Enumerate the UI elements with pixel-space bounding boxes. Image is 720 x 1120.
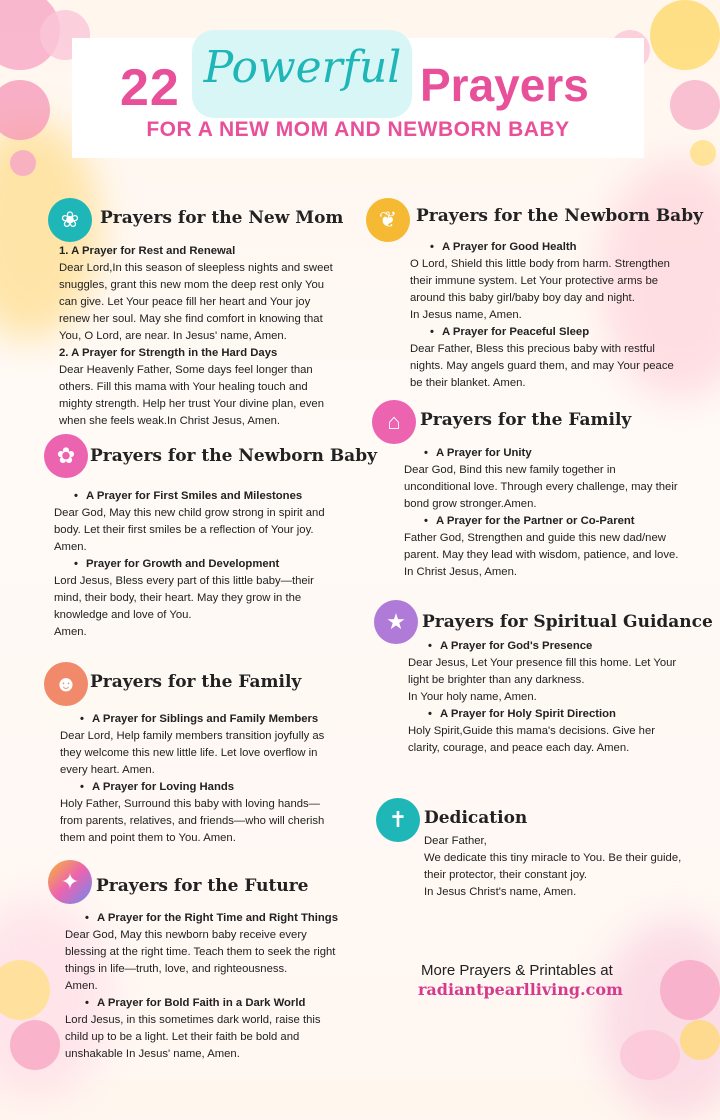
section-new-mom bbox=[59, 243, 359, 430]
prayer-line: Dear Lord, Help family members transition joyfully as bbox=[60, 730, 325, 742]
title-number: 22 bbox=[120, 59, 180, 117]
prayer-line: from parents, relatives, and friends—who will cherish bbox=[60, 815, 325, 827]
prayer-line: Dear Heavenly Father, Some days feel longer than bbox=[59, 364, 313, 376]
prayer-line: body. Let their first smiles be a reflection of Your joy. bbox=[54, 524, 314, 536]
prayer-line: In Jesus Christ's name, Amen. bbox=[424, 886, 577, 898]
prayer-heading: • A Prayer for First Smiles and Milestones bbox=[54, 488, 354, 505]
prayer-line: In Christ Jesus, Amen. bbox=[404, 566, 518, 578]
prayer-heading: 2. A Prayer for Strength in the Hard Days bbox=[59, 347, 278, 359]
prayer-line: be their blanket. Amen. bbox=[410, 377, 526, 389]
prayer-line: Father God, Strengthen and guide this new dad/new bbox=[404, 532, 666, 544]
prayer-line: Holy Spirit,Guide this mama's decisions. Give her bbox=[408, 725, 656, 737]
prayer-line: knowledge and love of You. bbox=[54, 609, 192, 621]
prayer-line: Amen. bbox=[54, 541, 87, 553]
prayer-heading: • A Prayer for Unity bbox=[404, 445, 709, 462]
prayer-line: their immune system. Let Your protective arms be bbox=[410, 275, 659, 287]
prayer-line: bond grow stronger.Amen. bbox=[404, 498, 537, 510]
section-newborn-baby-left bbox=[54, 488, 354, 641]
prayer-line: unconditional love. Through every challenge, may their bbox=[404, 481, 678, 493]
prayer-line: their protector, their constant joy. bbox=[424, 869, 588, 881]
prayer-heading: • A Prayer for Bold Faith in a Dark World bbox=[65, 995, 365, 1012]
prayer-line: Dear God, May this newborn baby receive every bbox=[65, 929, 307, 941]
title-script-word: Powerful bbox=[203, 42, 402, 93]
prayer-line: unshakable In Jesus' name, Amen. bbox=[65, 1048, 240, 1060]
prayer-line: In Jesus name, Amen. bbox=[410, 309, 522, 321]
prayer-line: Dear Father, bbox=[424, 835, 487, 847]
duck-icon: ✿ bbox=[44, 434, 88, 478]
prayer-line: mind, their body, their heart. May they grow in the bbox=[54, 592, 302, 604]
prayer-line: Dear Father, Bless this precious baby with restful bbox=[410, 343, 655, 355]
prayer-line: them and point them to You. Amen. bbox=[60, 832, 236, 844]
prayer-heading: • Prayer for Growth and Development bbox=[54, 556, 354, 573]
prayer-heading: • A Prayer for Peaceful Sleep bbox=[410, 324, 710, 341]
title-word: Prayers bbox=[420, 59, 589, 111]
prayer-line: nights. May angels guard them, and may Your peace bbox=[410, 360, 674, 372]
prayer-line: light be brighter than any darkness. bbox=[408, 674, 585, 686]
prayer-line: every heart. Amen. bbox=[60, 764, 155, 776]
section-title-newborn-baby: Prayers for the Newborn Baby bbox=[90, 446, 377, 466]
prayer-heading: • A Prayer for the Partner or Co-Parent bbox=[404, 513, 709, 530]
star-icon: ★ bbox=[374, 600, 418, 644]
prayer-line: Amen. bbox=[54, 626, 87, 638]
section-title-newborn-baby-right: Prayers for the Newborn Baby bbox=[416, 206, 703, 226]
prayer-heading: • A Prayer for Holy Spirit Direction bbox=[408, 706, 708, 723]
family-icon: ☻ bbox=[44, 662, 88, 706]
prayer-line: they welcome this new little life. Let love overflow in bbox=[60, 747, 318, 759]
prayer-line: others. Fill this mama with Your healing touch and bbox=[59, 381, 308, 393]
prayer-heading: • A Prayer for Loving Hands bbox=[60, 779, 360, 796]
prayer-line: Amen. bbox=[65, 980, 98, 992]
prayer-line: renew her soul. May she find comfort in knowing that bbox=[59, 313, 323, 325]
section-title-dedication: Dedication bbox=[424, 808, 528, 828]
section-spiritual-guidance bbox=[408, 638, 708, 757]
baby-feet-icon: ❦ bbox=[366, 198, 410, 242]
prayer-line: Dear God, May this new child grow strong in spirit and bbox=[54, 507, 325, 519]
prayer-heading: • A Prayer for God's Presence bbox=[408, 638, 708, 655]
prayer-line: O Lord, Shield this little body from harm. Strengthen bbox=[410, 258, 670, 270]
prayer-line: when she feels weak.In Christ Jesus, Amen. bbox=[59, 415, 281, 427]
prayer-line: around this baby girl/baby boy day and night. bbox=[410, 292, 635, 304]
prayer-heading: • A Prayer for Good Health bbox=[410, 239, 710, 256]
section-title-family-left: Prayers for the Family bbox=[90, 672, 302, 692]
section-dedication bbox=[424, 833, 714, 901]
prayer-line: Lord Jesus, Bless every part of this little baby—their bbox=[54, 575, 314, 587]
prayer-line: blessing at the right time. Teach them to seek the right bbox=[65, 946, 336, 958]
cross-icon: ✝ bbox=[376, 798, 420, 842]
section-title-future: Prayers for the Future bbox=[96, 876, 309, 896]
prayer-line: clarity, courage, and peace each day. Amen. bbox=[408, 742, 630, 754]
prayer-line: child up to be a light. Let their faith be bold and bbox=[65, 1031, 300, 1043]
prayer-heading: • A Prayer for Siblings and Family Members bbox=[60, 711, 360, 728]
prayer-line: Dear Lord,In this season of sleepless nights and sweet bbox=[59, 262, 333, 274]
section-newborn-baby-right bbox=[410, 239, 710, 392]
prayer-line: can give. Let Your peace fill her heart and Your joy bbox=[59, 296, 311, 308]
section-title-new-mom: Prayers for the New Mom bbox=[100, 208, 344, 228]
prayer-line: mighty strength. Help her trust Your divine plan, even bbox=[59, 398, 325, 410]
mother-baby-icon: ❀ bbox=[48, 198, 92, 242]
prayer-heading: 1. A Prayer for Rest and Renewal bbox=[59, 245, 236, 257]
footer-text: More Prayers & Printables at bbox=[421, 962, 613, 979]
prayer-line: We dedicate this tiny miracle to You. Be their guide, bbox=[424, 852, 682, 864]
section-title-spiritual-guidance: Prayers for Spiritual Guidance bbox=[422, 612, 713, 632]
prayer-line: parent. May they lead with wisdom, patience, and love. bbox=[404, 549, 679, 561]
prayer-line: In Your holy name, Amen. bbox=[408, 691, 537, 703]
section-title-family-right: Prayers for the Family bbox=[420, 410, 632, 430]
prayer-line: Dear Jesus, Let Your presence fill this home. Let Your bbox=[408, 657, 677, 669]
prayer-line: things in life—truth, love, and righteousness. bbox=[65, 963, 288, 975]
prayer-heading: • A Prayer for the Right Time and Right Things bbox=[65, 910, 365, 927]
prayer-line: You, O Lord, are near. In Jesus' name, Amen. bbox=[59, 330, 287, 342]
section-family-left bbox=[60, 711, 360, 847]
section-family-right bbox=[404, 445, 709, 581]
prayer-line: Holy Father, Surround this baby with loving hands— bbox=[60, 798, 320, 810]
prayer-line: Dear God, Bind this new family together in bbox=[404, 464, 616, 476]
footer-site-link[interactable]: radiantpearlliving.com bbox=[418, 980, 623, 999]
home-heart-icon: ⌂ bbox=[372, 400, 416, 444]
page-subtitle: FOR A NEW MOM AND NEWBORN BABY bbox=[146, 118, 570, 141]
section-future bbox=[65, 910, 365, 1063]
prayer-line: snuggles, grant this new mom the deep rest only You bbox=[59, 279, 325, 291]
prayer-line: Lord Jesus, in this sometimes dark world, raise this bbox=[65, 1014, 321, 1026]
sparkle-icon: ✦ bbox=[48, 860, 92, 904]
